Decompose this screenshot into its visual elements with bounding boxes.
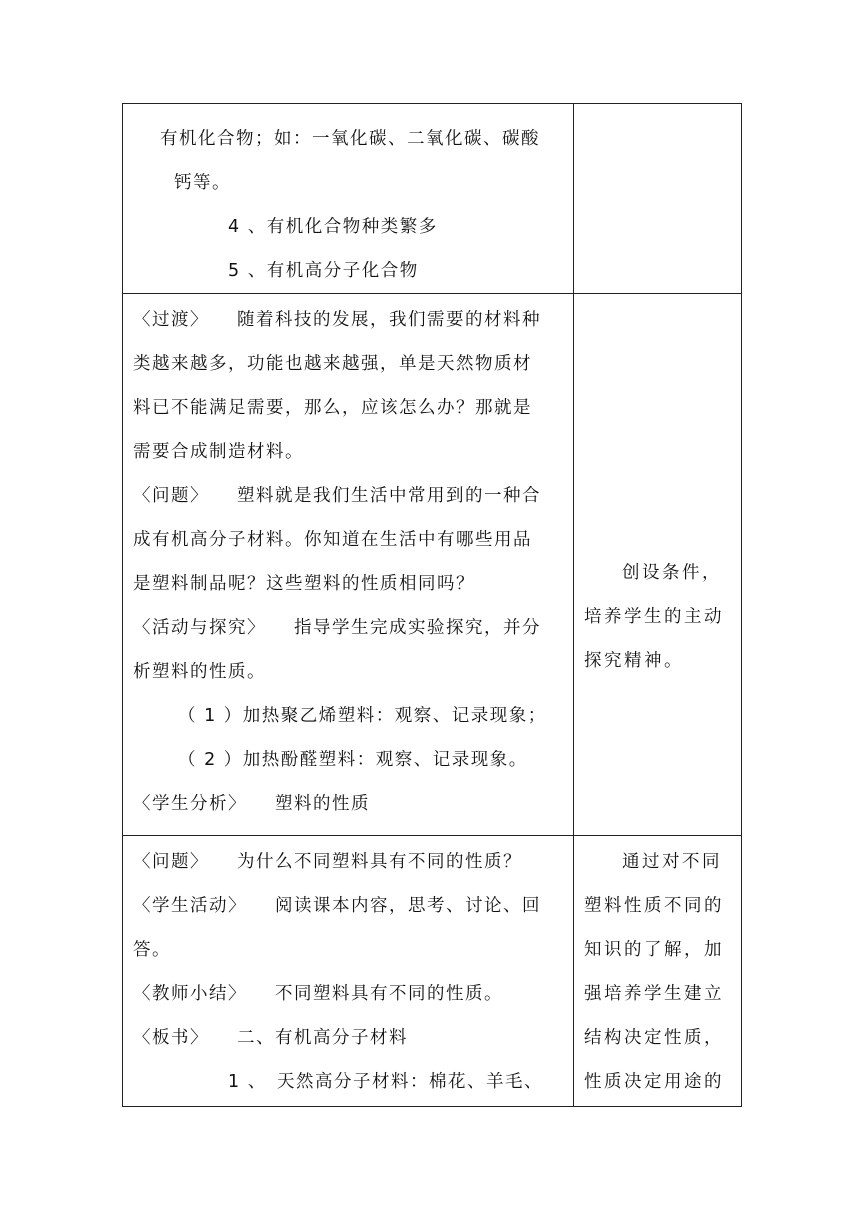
text-line: 是塑料制品呢？这些塑料的性质相同吗？	[133, 574, 475, 594]
text-line: 〈过渡〉 随着科技的发展，我们需要的材料种	[133, 310, 541, 330]
text-line: 1 、 天然高分子材料：棉花、羊毛、	[228, 1072, 543, 1092]
intent-cell	[574, 836, 742, 1107]
text-line: 〈问题〉 为什么不同塑料具有不同的性质？	[133, 852, 522, 872]
intent-line: 强培养学生建立	[584, 984, 724, 1004]
text-line: 答。	[133, 940, 171, 960]
intent-line: 结构决定性质，	[584, 1028, 724, 1048]
table-row	[123, 104, 742, 294]
intent-line: 探究精神。	[584, 651, 684, 671]
content-cell	[123, 104, 574, 294]
intent-line: 塑料性质不同的	[584, 896, 724, 916]
intent-line: 创设条件，	[622, 563, 722, 583]
text-line: 成有机高分子材料。你知道在生活中有哪些用品	[133, 530, 532, 550]
section-tag: 〈板书〉	[133, 1028, 209, 1048]
section-tag: 〈学生活动〉	[133, 896, 247, 916]
text-line: 〈学生活动〉 阅读课本内容，思考、讨论、回	[133, 896, 541, 916]
text-line: 料已不能满足需要，那么，应该怎么办？那就是	[133, 398, 532, 418]
section-tag: 〈教师小结〉	[133, 984, 247, 1004]
intent-cell	[574, 294, 742, 836]
text-line: 5 、有机高分子化合物	[228, 261, 419, 281]
intent-cell	[574, 104, 742, 294]
section-tag: 〈学生分析〉	[133, 794, 247, 814]
table-row	[123, 294, 742, 836]
table-row	[123, 836, 742, 1107]
text-line: 〈板书〉 二、有机高分子材料	[133, 1028, 408, 1048]
section-tag: 〈过渡〉	[133, 310, 209, 330]
text-line: （ 2 ）加热酚醛塑料：观察、记录现象。	[178, 750, 528, 770]
content-cell	[123, 294, 574, 836]
text-line: 〈学生分析〉 塑料的性质	[133, 794, 370, 814]
text-line: 钙等。	[174, 173, 231, 193]
content-cell	[123, 836, 574, 1107]
text-line: 〈活动与探究〉 指导学生完成实验探究，并分	[133, 618, 541, 638]
text-line: 需要合成制造材料。	[133, 442, 304, 462]
intent-line: 通过对不同	[622, 852, 722, 872]
section-tag: 〈问题〉	[133, 852, 209, 872]
lesson-plan-table	[122, 103, 742, 1107]
text-line: 析塑料的性质。	[133, 662, 266, 682]
intent-line: 性质决定用途的	[584, 1072, 724, 1092]
text-line: 类越来越多，功能也越来越强，单是天然物质材	[133, 354, 532, 374]
text-line: （ 1 ）加热聚乙烯塑料：观察、记录现象；	[178, 706, 547, 726]
section-tag: 〈活动与探究〉	[133, 618, 266, 638]
intent-line: 培养学生的主动	[584, 607, 724, 627]
text-line: 有机化合物；如：一氧化碳、二氧化碳、碳酸	[160, 129, 540, 149]
text-line: 〈问题〉 塑料就是我们生活中常用到的一种合	[133, 486, 541, 506]
text-line: 〈教师小结〉 不同塑料具有不同的性质。	[133, 984, 503, 1004]
section-tag: 〈问题〉	[133, 486, 209, 506]
text-line: 4 、有机化合物种类繁多	[228, 217, 438, 237]
intent-line: 知识的了解，加	[584, 940, 724, 960]
